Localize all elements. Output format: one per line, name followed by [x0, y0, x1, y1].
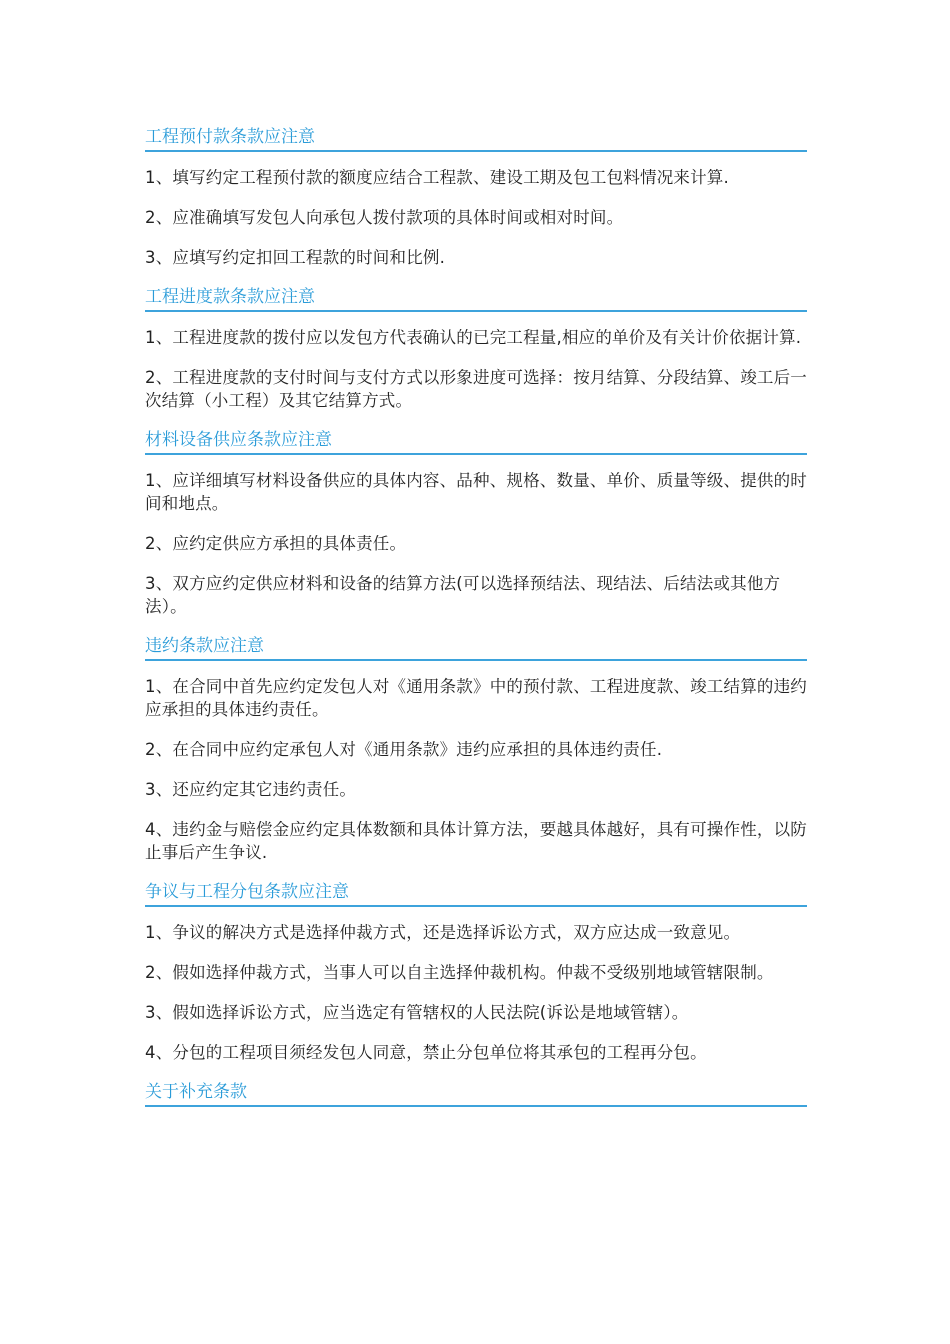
paragraph: 3、双方应约定供应材料和设备的结算方法(可以选择预结法、现结法、后结法或其他方法）。: [145, 574, 781, 616]
section-heading: 工程进度款条款应注意: [145, 286, 807, 312]
paragraph: 1、填写约定工程预付款的额度应结合工程款、建设工期及包工包料情况来计算.: [145, 168, 729, 187]
section-dispute-subcontract: [145, 881, 807, 1064]
section-heading: 关于补充条款: [145, 1081, 807, 1107]
paragraph: 2、在合同中应约定承包人对《通用条款》违约应承担的具体违约责任.: [145, 740, 663, 759]
paragraph: 1、争议的解决方式是选择仲裁方式，还是选择诉讼方式，双方应达成一致意见。: [145, 923, 741, 942]
paragraph: 2、应约定供应方承担的具体责任。: [145, 534, 407, 553]
section-supplementary: [145, 1081, 807, 1107]
section-advance-payment: [145, 126, 807, 269]
section-heading: 争议与工程分包条款应注意: [145, 881, 807, 907]
paragraph: 4、违约金与赔偿金应约定具体数额和具体计算方法，要越具体越好，具有可操作性，以防止事后产生争议.: [145, 820, 807, 862]
section-heading: 材料设备供应条款应注意: [145, 429, 807, 455]
paragraph: 1、在合同中首先应约定发包人对《通用条款》中的预付款、工程进度款、竣工结算的违约应承担的具体违约责任。: [145, 677, 807, 719]
section-breach: [145, 635, 807, 864]
paragraph: 4、分包的工程项目须经发包人同意，禁止分包单位将其承包的工程再分包。: [145, 1043, 707, 1062]
section-heading: 工程预付款条款应注意: [145, 126, 807, 152]
section-heading: 违约条款应注意: [145, 635, 807, 661]
paragraph: 1、应详细填写材料设备供应的具体内容、品种、规格、数量、单价、质量等级、提供的时间和地点。: [145, 471, 807, 513]
paragraph: 2、应准确填写发包人向承包人拨付款项的具体时间或相对时间。: [145, 208, 624, 227]
paragraph: 3、还应约定其它违约责任。: [145, 780, 357, 799]
document-body: [145, 126, 807, 1121]
paragraph: 2、假如选择仲裁方式，当事人可以自主选择仲裁机构。仲裁不受级别地域管辖限制。: [145, 963, 774, 982]
section-progress-payment: [145, 286, 807, 412]
paragraph: 3、假如选择诉讼方式，应当选定有管辖权的人民法院(诉讼是地域管辖）。: [145, 1003, 689, 1022]
section-material-supply: [145, 429, 807, 618]
paragraph: 3、应填写约定扣回工程款的时间和比例.: [145, 248, 446, 267]
paragraph: 2、工程进度款的支付时间与支付方式以形象进度可选择：按月结算、分段结算、竣工后一次结算（小工程）及其它结算方式。: [145, 368, 807, 410]
paragraph: 1、工程进度款的拨付应以发包方代表确认的已完工程量,相应的单价及有关计价依据计算.: [145, 328, 802, 347]
